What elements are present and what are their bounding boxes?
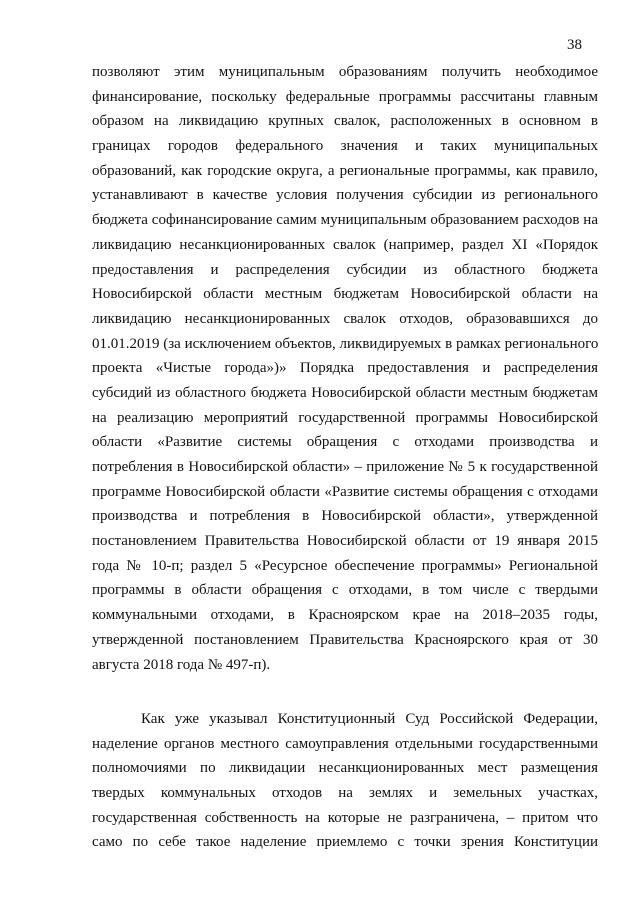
text-line: области «Развитие системы обращения с отходами производства и [92,434,598,451]
text-line: утвержденной постановлением Правительства Красноярского края от 30 [92,631,598,648]
text-line: потребления в Новосибирской области» – приложение № 5 к государственной [92,459,598,475]
text-line: позволяют этим муниципальным образованиям получить необходимое [92,64,598,80]
text-line: бюджета софинансирование самим муниципальным образованием расходов на [92,212,598,229]
page-number: 38 [567,37,582,53]
text-line: твердых коммунальных отходов на землях и земельных участках, [92,785,598,802]
paragraph-2 [92,707,598,855]
text-line: ликвидацию несанкционированных свалок отходов, образовавшихся до [92,310,598,327]
text-line: субсидий из областного бюджета Новосибирской области местным бюджетам [92,384,598,401]
text-line: устанавливают в качестве условия получения субсидии из регионального [92,187,598,204]
text-line: образом на ликвидацию крупных свалок, расположенных в основном в [92,113,598,130]
text-line: программе Новосибирской области «Развитие системы обращения с отходами [92,483,598,500]
text-line: года № 10-п; раздел 5 «Ресурсное обеспечение программы» Региональной [92,557,598,574]
text-line: августа 2018 года № 497-п). [92,656,271,673]
text-line: наделение органов местного самоуправления отдельными государственными [92,735,598,752]
text-line: полномочиями по ликвидации несанкционированных мест размещения [92,760,598,777]
text-line: ликвидацию несанкционированных свалок (например, раздел XI «Порядок [92,236,598,253]
paragraph-1 [92,60,598,677]
text-line: коммунальными отходами, в Красноярском крае на 2018–2035 годы, [92,607,598,624]
text-line: образований, как городские округа, а региональные программы, как правило, [92,162,598,179]
text-line: постановлением Правительства Новосибирской области от 19 января 2015 [92,533,598,550]
text-line: предоставления и распределения субсидии из областного бюджета [92,261,598,278]
text-line: Новосибирской области местным бюджетам Новосибирской области на [92,286,598,303]
text-line: 01.01.2019 (за исключением объектов, ликвидируемых в рамках регионального [92,335,599,352]
text-line: Как уже указывал Конституционный Суд Российской Федерации, [141,711,598,727]
text-line: программы в области обращения с отходами, в том числе с твердыми [92,582,598,599]
text-line: границах городов федерального значения и таких муниципальных [92,138,598,155]
text-line: государственная собственность на которые не разграничена, – притом что [92,809,598,826]
text-line: производства и потребления в Новосибирской области», утвержденной [92,508,598,525]
text-line: само по себе такое наделение приемлемо с точки зрения Конституции [92,834,598,851]
text-line: проекта «Чистые города»)» Порядка предоставления и распределения [92,360,598,377]
text-line: финансирование, поскольку федеральные программы рассчитаны главным [92,88,598,105]
text-line: на реализацию мероприятий государственной программы Новосибирской [92,409,598,426]
